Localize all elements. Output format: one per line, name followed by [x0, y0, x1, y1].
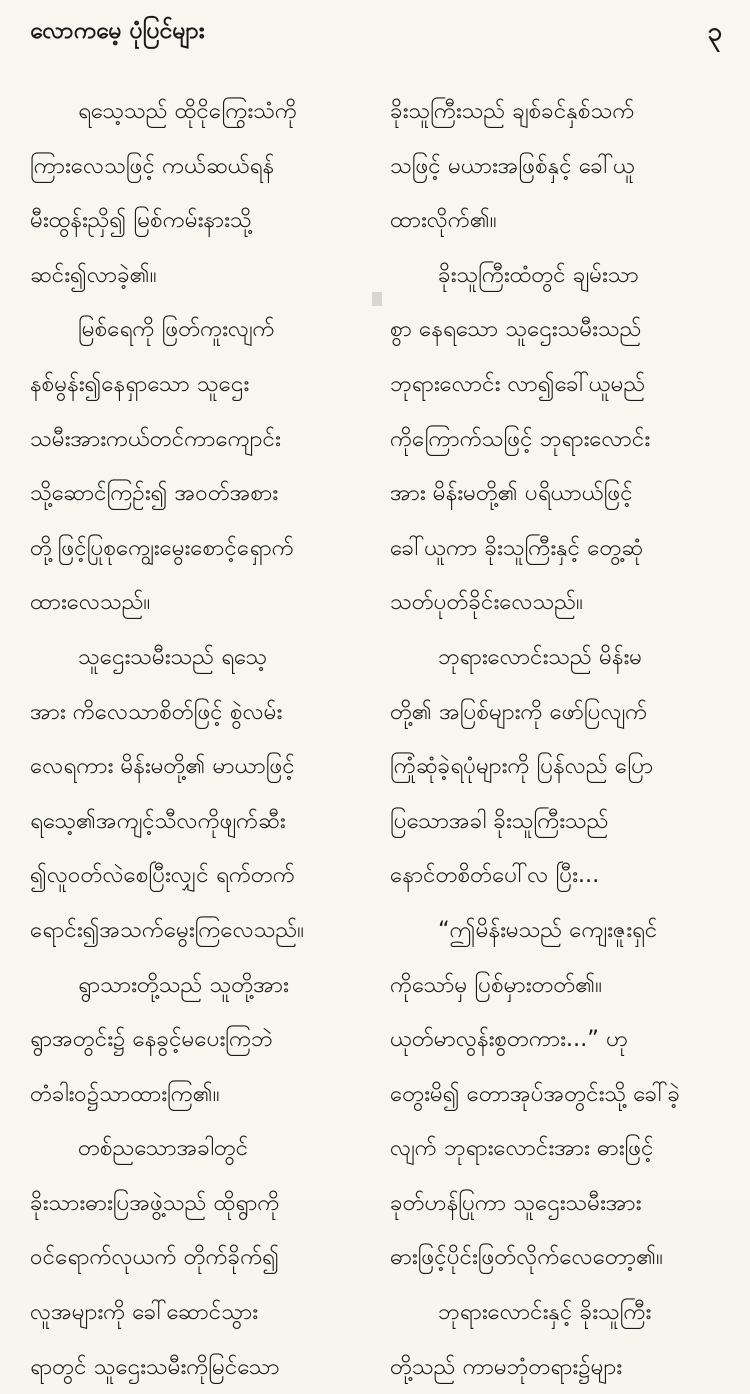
text-line: ရသေ့၏အကျင့်သီလကိုဖျက်ဆီး — [30, 807, 286, 834]
text-line: ဓားဖြင့်ပိုင်းဖြတ်လိုက်လေတော့၏။ — [390, 1244, 663, 1271]
running-head: လောကမေ့ ပုံပြင်များ — [30, 18, 205, 44]
text-line: ရောင်း၍အသက်မွေးကြလေသည်။ — [30, 916, 305, 943]
text-line: နစ်မွန်း၍နေရှာသော သူဌေး — [30, 370, 250, 397]
text-line: ခုတ်ဟန်ပြုကာ သူဌေးသမီးအား — [390, 1189, 642, 1216]
right-text-column — [390, 84, 730, 1394]
text-line: သဖြင့် မယားအဖြစ်နှင့် ခေါ်ယူ — [390, 152, 635, 179]
text-line: သတ်ပုတ်ခိုင်းလေသည်။ — [390, 589, 583, 616]
text-line: ဘုရားလောင်းသည် မိန်းမ — [438, 643, 643, 670]
text-line: ၍လူဝတ်လဲစေပြီးလျှင် ရက်တက် — [30, 862, 295, 889]
page-number: ၃ — [707, 17, 722, 47]
left-text-column — [30, 84, 370, 1394]
text-line: ရာတွင် သူဌေးသမီးကိုမြင်သော — [30, 1353, 280, 1380]
text-line: တို့ဖြင့်ပြုစုကျွေးမွေးစောင့်ရှောက် — [30, 534, 294, 561]
text-line: တွေးမိ၍ တောအုပ်အတွင်းသို့ ခေါ်ခဲ့ — [390, 1080, 680, 1107]
text-line: ဘုရားလောင်း လာ၍ခေါ်ယူမည် — [390, 370, 646, 397]
text-line: သို့ဆောင်ကြဉ်း၍ အဝတ်အစား — [30, 480, 279, 507]
text-line: ခိုးသူကြီးသည် ချစ်ခင်နှစ်သက် — [390, 98, 635, 124]
text-line: ယုတ်မာလွန်းစွတကား...” ဟု — [390, 1026, 629, 1053]
text-line: လေရကား မိန်းမတို့၏ မာယာဖြင့် — [30, 753, 295, 780]
text-line: ဘုရားလောင်းနှင့် ခိုးသူကြီး — [438, 1299, 652, 1326]
text-line: ခိုးသားဓားပြအဖွဲ့သည် ထိုရွာကို — [30, 1189, 280, 1216]
text-line: တို့၏ အပြစ်များကို ဖော်ပြလျက် — [390, 698, 648, 725]
text-line: ခိုးသူကြီးထံတွင် ချမ်းသာ — [438, 261, 639, 288]
text-line: ရသေ့သည် ထိုငိုကြွေးသံကို — [78, 98, 297, 124]
text-line: “ဤမိန်းမသည် ကျေးဇူးရှင် — [438, 916, 658, 943]
print-mark — [372, 292, 382, 306]
text-line: တို့သည် ကာမဘုံတရား၌များ — [390, 1353, 622, 1380]
text-line: ခေါ်ယူကာ ခိုးသူကြီးနှင့် တွေ့ဆုံ — [390, 534, 644, 561]
text-line: ကိုကြောက်သဖြင့် ဘုရားလောင်း — [390, 425, 651, 452]
text-line: ဝင်ရောက်လုယက် တိုက်ခိုက်၍ — [30, 1244, 280, 1271]
text-line: ဆင်း၍လာခဲ့၏။ — [30, 261, 157, 288]
text-line: သမီးအားကယ်တင်ကာကျောင်း — [30, 425, 281, 452]
text-line: လူအများကို ခေါ်ဆောင်သွား — [30, 1299, 258, 1326]
text-line: တံခါးဝ၌သာထားကြ၏။ — [30, 1080, 220, 1107]
text-line: နောင်တစိတ်ပေါ်လ ပြီး... — [390, 862, 600, 889]
text-line: မြစ်ရေကို ဖြတ်ကူးလျက် — [78, 316, 275, 343]
text-line: ကြားလေသဖြင့် ကယ်ဆယ်ရန် — [30, 152, 275, 179]
text-line: အား ကိလေသာစိတ်ဖြင့် စွဲလမ်း — [30, 698, 283, 725]
text-line: မီးထွန်းညှိ၍ မြစ်ကမ်းနားသို့ — [30, 207, 252, 234]
text-line: ကြုံဆုံခဲ့ရပုံများကို ပြန်လည် ပြော — [390, 753, 654, 780]
text-line: ရွာအတွင်း၌ နေခွင့်မပေးကြဘဲ — [30, 1026, 273, 1053]
text-line: လျက် ဘုရားလောင်းအား ဓားဖြင့် — [390, 1135, 654, 1162]
text-line: ရွာသားတို့သည် သူတို့အား — [78, 971, 289, 998]
text-line: ထားလိုက်၏။ — [390, 207, 497, 234]
text-line: သူဌေးသမီးသည် ရသေ့ — [78, 643, 268, 670]
text-line: ကိုသော်မှ ပြစ်မှားတတ်၏။ — [390, 971, 603, 998]
text-line: စွာ နေရသော သူဌေးသမီးသည် — [390, 316, 642, 343]
text-line: တစ်ညသောအခါတွင် — [78, 1135, 249, 1162]
text-line: ထားလေသည်။ — [30, 589, 151, 616]
text-line: ပြသောအခါ ခိုးသူကြီးသည် — [390, 807, 609, 834]
text-line: အား မိန်းမတို့၏ ပရိယာယ်ဖြင့် — [390, 480, 633, 507]
